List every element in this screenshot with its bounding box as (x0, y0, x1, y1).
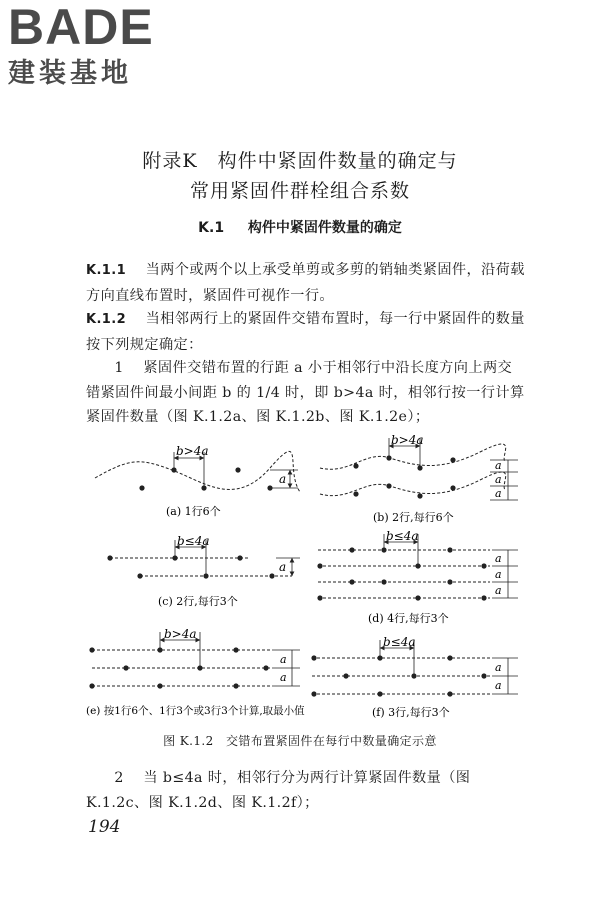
svg-text:a: a (495, 584, 502, 597)
logo-subtitle: 建装基地 (8, 58, 132, 89)
logo-wordmark: BADE (8, 0, 154, 55)
panel-f-dim: b≤4a (383, 635, 416, 649)
panel-b-caption: (b) 2行,每行6个 (373, 511, 454, 524)
item-number: 1 (114, 360, 124, 376)
svg-text:a: a (280, 671, 287, 684)
item-text: 当 b≤4a 时，相邻行分为两行计算紧固件数量（图 K.1.2c、图 K.1.2d、图 K.1.2f）； (86, 770, 471, 811)
svg-text:a: a (495, 679, 502, 692)
panel-d-side: a (495, 568, 502, 581)
section-title: 构件中紧固件数量的确定 (247, 220, 402, 236)
panel-a-caption: (a) 1行6个 (166, 505, 221, 518)
panel-b (320, 433, 518, 524)
clause-text: 当两个或两个以上承受单剪或多剪的销轴类紧固件，沿荷载方向直线布置时，紧固件可视作一行。 (86, 262, 525, 304)
svg-text:a: a (495, 459, 502, 472)
panel-c-side: a (279, 560, 287, 574)
panel-a (95, 444, 300, 518)
panel-e-side: a (280, 653, 287, 666)
panel-a-dim: b>4a (176, 444, 209, 458)
item-text: 紧固件交错布置的行距 a 小于相邻行中沿长度方向上两交错紧固件间最小间距 b 的 1/4 时，即 b>4a 时，相邻行按一行计算紧固件数量（图 K.1.2a、图 K.1.2b、图 K.1.2e）； (86, 360, 525, 425)
panel-e-caption: (e) 按1行6个、1行3个或3行3个计算,取最小值 (86, 705, 305, 717)
section-number: K.1 (198, 220, 225, 236)
panel-c-caption: (c) 2行,每行3个 (158, 595, 238, 608)
panel-e (86, 627, 305, 717)
panel-c (107, 534, 300, 608)
figure-caption: 图 K.1.2 交错布置紧固件在每行中数量确定示意 (163, 734, 437, 748)
appendix-title-line1: 附录K 构件中紧固件数量的确定与 (142, 150, 458, 172)
svg-text:a: a (495, 552, 502, 565)
item-2 (86, 766, 526, 815)
panel-d-caption: (d) 4行,每行3个 (368, 612, 449, 625)
clause-number: K.1.2 (86, 312, 127, 327)
panel-a-side: a (279, 472, 287, 486)
clause-number: K.1.1 (86, 263, 127, 278)
panel-b-side: a (495, 473, 502, 486)
clause-text: 当相邻两行上的紧固件交错布置时，每一行中紧固件的数量按下列规定确定： (86, 311, 525, 353)
panel-e-dim: b>4a (164, 627, 197, 641)
panel-c-dim: b≤4a (177, 534, 210, 548)
panel-d-dim: b≤4a (386, 529, 419, 543)
page-number: 194 (88, 817, 121, 837)
item-number: 2 (114, 770, 124, 786)
panel-f-side: a (495, 661, 502, 674)
panel-b-dim: b>4a (391, 433, 424, 447)
appendix-title-line2: 常用紧固件群栓组合系数 (189, 180, 410, 202)
panel-f (311, 635, 518, 719)
svg-text:a: a (495, 487, 502, 500)
panel-d (317, 529, 518, 625)
panel-f-caption: (f) 3行,每行3个 (372, 706, 450, 719)
